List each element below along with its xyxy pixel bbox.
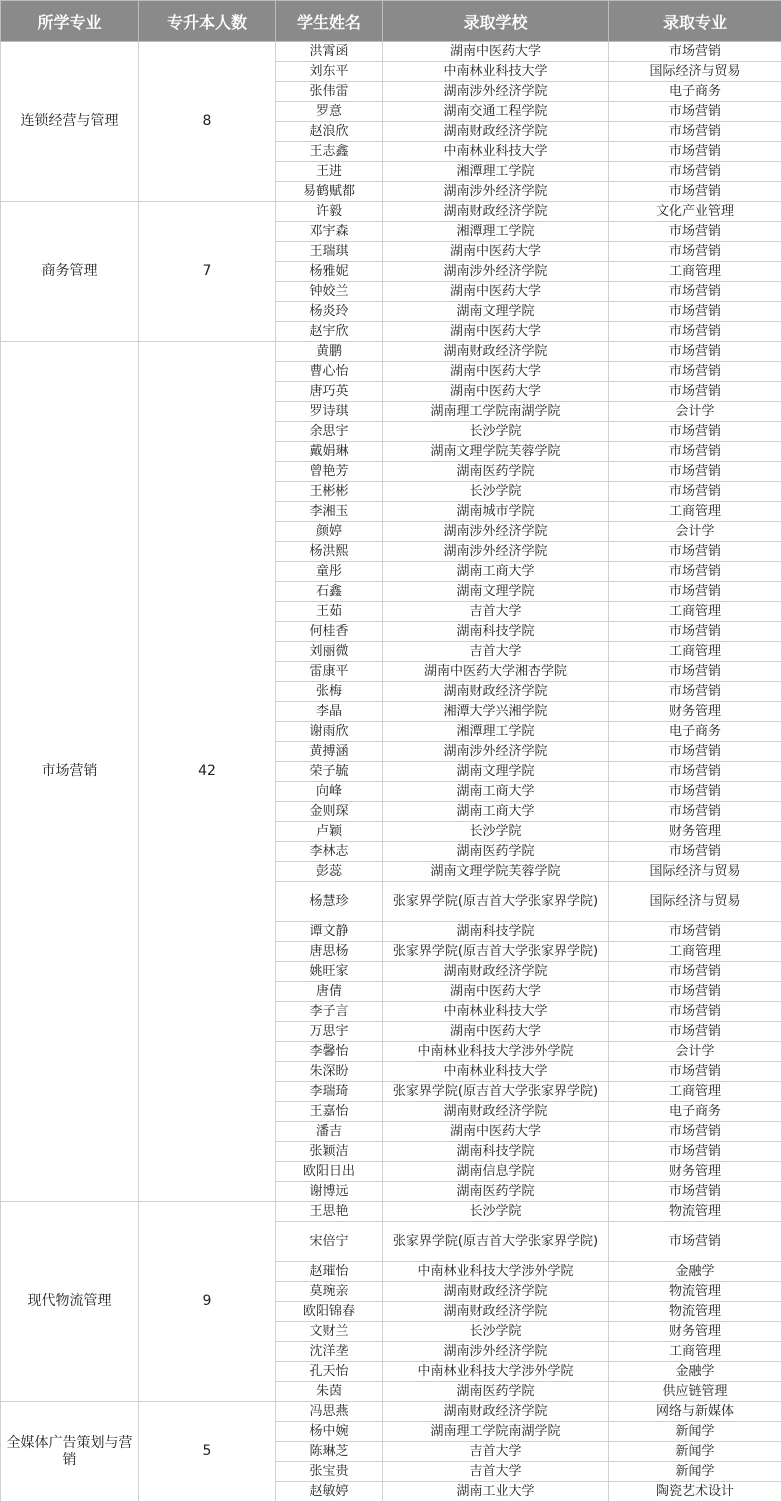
header-row xyxy=(1,1,781,42)
student-name-cell: 欧阳日出 xyxy=(276,1162,383,1182)
student-name-cell: 陈琳芝 xyxy=(276,1442,383,1462)
school-cell: 湖南中医药大学 xyxy=(383,982,609,1002)
school-cell: 湖南交通工程学院 xyxy=(383,102,609,122)
student-name-cell: 谢博远 xyxy=(276,1182,383,1202)
school-cell: 湖南中医药大学 xyxy=(383,242,609,262)
admitted-major-cell: 金融学 xyxy=(609,1262,781,1282)
school-cell: 湖南医药学院 xyxy=(383,462,609,482)
admitted-major-cell: 市场营销 xyxy=(609,802,781,822)
school-cell: 长沙学院 xyxy=(383,1322,609,1342)
school-cell: 湖南涉外经济学院 xyxy=(383,1342,609,1362)
student-name-cell: 李子言 xyxy=(276,1002,383,1022)
school-cell: 湖南中医药大学 xyxy=(383,282,609,302)
student-name-cell: 王彬彬 xyxy=(276,482,383,502)
admitted-major-cell: 网络与新媒体 xyxy=(609,1402,781,1422)
school-cell: 中南林业科技大学涉外学院 xyxy=(383,1262,609,1282)
school-cell: 中南林业科技大学 xyxy=(383,62,609,82)
admitted-major-cell: 工商管理 xyxy=(609,1342,781,1362)
admitted-major-cell: 市场营销 xyxy=(609,382,781,402)
table-row xyxy=(1,342,781,362)
admitted-major-cell: 物流管理 xyxy=(609,1202,781,1222)
school-cell: 湖南中医药大学 xyxy=(383,1022,609,1042)
admitted-major-cell: 金融学 xyxy=(609,1362,781,1382)
school-cell: 湖南工业大学 xyxy=(383,1482,609,1502)
student-name-cell: 张伟雷 xyxy=(276,82,383,102)
school-cell: 湖南中医药大学 xyxy=(383,1122,609,1142)
student-name-cell: 唐思杨 xyxy=(276,942,383,962)
school-cell: 湖南工商大学 xyxy=(383,562,609,582)
table-row xyxy=(1,1402,781,1422)
header-student-name: 学生姓名 xyxy=(276,1,383,42)
group-major-cell: 市场营销 xyxy=(1,342,139,1202)
school-cell: 张家界学院(原吉首大学张家界学院) xyxy=(383,1222,609,1262)
student-name-cell: 谢雨欣 xyxy=(276,722,383,742)
admitted-major-cell: 市场营销 xyxy=(609,142,781,162)
student-name-cell: 彭蕊 xyxy=(276,862,383,882)
student-name-cell: 杨中婉 xyxy=(276,1422,383,1442)
student-name-cell: 杨慧珍 xyxy=(276,882,383,922)
student-name-cell: 洪霄函 xyxy=(276,42,383,62)
school-cell: 湖南科技学院 xyxy=(383,922,609,942)
admitted-major-cell: 市场营销 xyxy=(609,302,781,322)
student-name-cell: 万思宇 xyxy=(276,1022,383,1042)
student-name-cell: 赵璀怡 xyxy=(276,1262,383,1282)
school-cell: 湖南理工学院南湖学院 xyxy=(383,1422,609,1442)
student-name-cell: 张宝贵 xyxy=(276,1462,383,1482)
admitted-major-cell: 工商管理 xyxy=(609,642,781,662)
student-name-cell: 余思宇 xyxy=(276,422,383,442)
table-row xyxy=(1,1202,781,1222)
admitted-major-cell: 市场营销 xyxy=(609,1182,781,1202)
admitted-major-cell: 国际经济与贸易 xyxy=(609,882,781,922)
header-major: 所学专业 xyxy=(1,1,139,42)
admitted-major-cell: 市场营销 xyxy=(609,122,781,142)
school-cell: 湖南涉外经济学院 xyxy=(383,542,609,562)
school-cell: 湖南工商大学 xyxy=(383,802,609,822)
admitted-major-cell: 财务管理 xyxy=(609,702,781,722)
student-name-cell: 李晶 xyxy=(276,702,383,722)
admitted-major-cell: 市场营销 xyxy=(609,422,781,442)
admitted-major-cell: 市场营销 xyxy=(609,182,781,202)
school-cell: 湖南文理学院 xyxy=(383,582,609,602)
student-name-cell: 张梅 xyxy=(276,682,383,702)
school-cell: 湖南涉外经济学院 xyxy=(383,742,609,762)
table-body xyxy=(1,42,781,1502)
admitted-major-cell: 会计学 xyxy=(609,402,781,422)
school-cell: 吉首大学 xyxy=(383,602,609,622)
admitted-major-cell: 市场营销 xyxy=(609,282,781,302)
student-name-cell: 莫琬亲 xyxy=(276,1282,383,1302)
admitted-major-cell: 财务管理 xyxy=(609,1322,781,1342)
student-name-cell: 姚旺家 xyxy=(276,962,383,982)
school-cell: 湖南财政经济学院 xyxy=(383,342,609,362)
school-cell: 湘潭理工学院 xyxy=(383,162,609,182)
admitted-major-cell: 会计学 xyxy=(609,522,781,542)
student-name-cell: 谭文静 xyxy=(276,922,383,942)
admitted-major-cell: 工商管理 xyxy=(609,602,781,622)
admitted-major-cell: 新闻学 xyxy=(609,1422,781,1442)
admitted-major-cell: 市场营销 xyxy=(609,1062,781,1082)
school-cell: 中南林业科技大学涉外学院 xyxy=(383,1362,609,1382)
student-name-cell: 王志鑫 xyxy=(276,142,383,162)
admitted-major-cell: 财务管理 xyxy=(609,822,781,842)
student-name-cell: 宋倍宁 xyxy=(276,1222,383,1262)
admitted-major-cell: 市场营销 xyxy=(609,542,781,562)
admitted-major-cell: 市场营销 xyxy=(609,1122,781,1142)
admitted-major-cell: 市场营销 xyxy=(609,242,781,262)
school-cell: 吉首大学 xyxy=(383,642,609,662)
school-cell: 湖南中医药大学 xyxy=(383,322,609,342)
school-cell: 湖南涉外经济学院 xyxy=(383,522,609,542)
student-name-cell: 李林志 xyxy=(276,842,383,862)
header-admitted-major: 录取专业 xyxy=(609,1,781,42)
admitted-major-cell: 物流管理 xyxy=(609,1302,781,1322)
admitted-major-cell: 市场营销 xyxy=(609,1022,781,1042)
group-major-cell: 全媒体广告策划与营销 xyxy=(1,1402,139,1502)
admitted-major-cell: 市场营销 xyxy=(609,162,781,182)
school-cell: 湘潭理工学院 xyxy=(383,222,609,242)
admitted-major-cell: 市场营销 xyxy=(609,582,781,602)
admitted-major-cell: 市场营销 xyxy=(609,42,781,62)
student-name-cell: 冯思燕 xyxy=(276,1402,383,1422)
student-name-cell: 黄鹏 xyxy=(276,342,383,362)
student-name-cell: 王嘉怡 xyxy=(276,1102,383,1122)
student-name-cell: 邓宇森 xyxy=(276,222,383,242)
school-cell: 湖南财政经济学院 xyxy=(383,682,609,702)
admitted-major-cell: 工商管理 xyxy=(609,262,781,282)
school-cell: 湖南财政经济学院 xyxy=(383,1302,609,1322)
admitted-major-cell: 工商管理 xyxy=(609,942,781,962)
school-cell: 中南林业科技大学 xyxy=(383,142,609,162)
student-name-cell: 唐巧英 xyxy=(276,382,383,402)
group-major-cell: 连锁经营与管理 xyxy=(1,42,139,202)
school-cell: 湖南科技学院 xyxy=(383,622,609,642)
school-cell: 湖南中医药大学 xyxy=(383,362,609,382)
student-name-cell: 何桂香 xyxy=(276,622,383,642)
admitted-major-cell: 市场营销 xyxy=(609,1222,781,1262)
admitted-major-cell: 电子商务 xyxy=(609,1102,781,1122)
school-cell: 长沙学院 xyxy=(383,822,609,842)
admitted-major-cell: 市场营销 xyxy=(609,622,781,642)
school-cell: 张家界学院(原吉首大学张家界学院) xyxy=(383,882,609,922)
school-cell: 湖南涉外经济学院 xyxy=(383,82,609,102)
student-name-cell: 荣子毓 xyxy=(276,762,383,782)
school-cell: 湖南财政经济学院 xyxy=(383,122,609,142)
admitted-major-cell: 市场营销 xyxy=(609,222,781,242)
student-name-cell: 童彤 xyxy=(276,562,383,582)
school-cell: 长沙学院 xyxy=(383,1202,609,1222)
student-name-cell: 朱茵 xyxy=(276,1382,383,1402)
admitted-major-cell: 市场营销 xyxy=(609,342,781,362)
school-cell: 湖南科技学院 xyxy=(383,1142,609,1162)
admitted-major-cell: 市场营销 xyxy=(609,962,781,982)
admitted-major-cell: 市场营销 xyxy=(609,782,781,802)
admitted-major-cell: 供应链管理 xyxy=(609,1382,781,1402)
student-name-cell: 王进 xyxy=(276,162,383,182)
school-cell: 湖南涉外经济学院 xyxy=(383,262,609,282)
admitted-major-cell: 工商管理 xyxy=(609,1082,781,1102)
admitted-major-cell: 文化产业管理 xyxy=(609,202,781,222)
student-name-cell: 李馨怡 xyxy=(276,1042,383,1062)
student-name-cell: 易鹤赋都 xyxy=(276,182,383,202)
admitted-major-cell: 市场营销 xyxy=(609,482,781,502)
school-cell: 湖南城市学院 xyxy=(383,502,609,522)
admitted-major-cell: 国际经济与贸易 xyxy=(609,862,781,882)
student-name-cell: 罗意 xyxy=(276,102,383,122)
student-name-cell: 金则琛 xyxy=(276,802,383,822)
school-cell: 长沙学院 xyxy=(383,482,609,502)
table-row xyxy=(1,202,781,222)
student-name-cell: 曾艳芳 xyxy=(276,462,383,482)
student-name-cell: 曹心怡 xyxy=(276,362,383,382)
school-cell: 湖南工商大学 xyxy=(383,782,609,802)
student-name-cell: 杨炎玲 xyxy=(276,302,383,322)
admitted-major-cell: 电子商务 xyxy=(609,722,781,742)
admitted-major-cell: 新闻学 xyxy=(609,1442,781,1462)
student-name-cell: 李湘玉 xyxy=(276,502,383,522)
school-cell: 湖南财政经济学院 xyxy=(383,1102,609,1122)
student-name-cell: 李瑞琦 xyxy=(276,1082,383,1102)
school-cell: 湘潭理工学院 xyxy=(383,722,609,742)
student-name-cell: 石鑫 xyxy=(276,582,383,602)
student-name-cell: 张颖洁 xyxy=(276,1142,383,1162)
admitted-major-cell: 市场营销 xyxy=(609,682,781,702)
school-cell: 吉首大学 xyxy=(383,1462,609,1482)
header-count: 专升本人数 xyxy=(139,1,276,42)
school-cell: 中南林业科技大学 xyxy=(383,1062,609,1082)
student-name-cell: 王思艳 xyxy=(276,1202,383,1222)
school-cell: 张家界学院(原吉首大学张家界学院) xyxy=(383,942,609,962)
group-count-cell: 8 xyxy=(139,42,276,202)
group-count-cell: 42 xyxy=(139,342,276,1202)
school-cell: 湖南医药学院 xyxy=(383,1382,609,1402)
school-cell: 湖南涉外经济学院 xyxy=(383,182,609,202)
admitted-major-cell: 市场营销 xyxy=(609,562,781,582)
school-cell: 长沙学院 xyxy=(383,422,609,442)
school-cell: 湖南中医药大学 xyxy=(383,382,609,402)
admitted-major-cell: 市场营销 xyxy=(609,762,781,782)
student-name-cell: 许毅 xyxy=(276,202,383,222)
student-name-cell: 唐倩 xyxy=(276,982,383,1002)
school-cell: 湖南财政经济学院 xyxy=(383,202,609,222)
student-name-cell: 文财兰 xyxy=(276,1322,383,1342)
student-name-cell: 卢颖 xyxy=(276,822,383,842)
school-cell: 湖南中医药大学 xyxy=(383,42,609,62)
group-count-cell: 5 xyxy=(139,1402,276,1502)
student-name-cell: 赵浪欣 xyxy=(276,122,383,142)
school-cell: 张家界学院(原吉首大学张家界学院) xyxy=(383,1082,609,1102)
student-name-cell: 孔天怡 xyxy=(276,1362,383,1382)
admitted-major-cell: 财务管理 xyxy=(609,1162,781,1182)
group-major-cell: 现代物流管理 xyxy=(1,1202,139,1402)
student-name-cell: 杨雅妮 xyxy=(276,262,383,282)
school-cell: 湖南财政经济学院 xyxy=(383,962,609,982)
admitted-major-cell: 国际经济与贸易 xyxy=(609,62,781,82)
student-name-cell: 朱深盼 xyxy=(276,1062,383,1082)
admitted-major-cell: 市场营销 xyxy=(609,442,781,462)
admitted-major-cell: 陶瓷艺术设计 xyxy=(609,1482,781,1502)
school-cell: 中南林业科技大学涉外学院 xyxy=(383,1042,609,1062)
school-cell: 湖南理工学院南湖学院 xyxy=(383,402,609,422)
student-name-cell: 王瑞琪 xyxy=(276,242,383,262)
student-name-cell: 罗诗琪 xyxy=(276,402,383,422)
school-cell: 湖南医药学院 xyxy=(383,1182,609,1202)
admitted-major-cell: 市场营销 xyxy=(609,462,781,482)
group-count-cell: 7 xyxy=(139,202,276,342)
school-cell: 湖南中医药大学湘杏学院 xyxy=(383,662,609,682)
admitted-major-cell: 新闻学 xyxy=(609,1462,781,1482)
admitted-major-cell: 市场营销 xyxy=(609,102,781,122)
admitted-major-cell: 市场营销 xyxy=(609,982,781,1002)
admitted-major-cell: 市场营销 xyxy=(609,362,781,382)
school-cell: 湖南信息学院 xyxy=(383,1162,609,1182)
school-cell: 湖南文理学院 xyxy=(383,302,609,322)
student-name-cell: 钟姣兰 xyxy=(276,282,383,302)
student-name-cell: 戴娟琳 xyxy=(276,442,383,462)
school-cell: 中南林业科技大学 xyxy=(383,1002,609,1022)
admitted-major-cell: 市场营销 xyxy=(609,922,781,942)
header-school: 录取学校 xyxy=(383,1,609,42)
school-cell: 湖南文理学院 xyxy=(383,762,609,782)
student-name-cell: 赵宇欣 xyxy=(276,322,383,342)
admitted-major-cell: 工商管理 xyxy=(609,502,781,522)
student-name-cell: 沈洋垄 xyxy=(276,1342,383,1362)
school-cell: 湖南财政经济学院 xyxy=(383,1282,609,1302)
school-cell: 湖南文理学院芙蓉学院 xyxy=(383,442,609,462)
admitted-major-cell: 会计学 xyxy=(609,1042,781,1062)
student-name-cell: 颜婷 xyxy=(276,522,383,542)
student-name-cell: 刘东平 xyxy=(276,62,383,82)
student-name-cell: 王茹 xyxy=(276,602,383,622)
admitted-major-cell: 物流管理 xyxy=(609,1282,781,1302)
student-name-cell: 杨洪熙 xyxy=(276,542,383,562)
admitted-major-cell: 电子商务 xyxy=(609,82,781,102)
table-row xyxy=(1,42,781,62)
student-name-cell: 赵敏婷 xyxy=(276,1482,383,1502)
student-name-cell: 向峰 xyxy=(276,782,383,802)
admitted-major-cell: 市场营销 xyxy=(609,1002,781,1022)
group-count-cell: 9 xyxy=(139,1202,276,1402)
group-major-cell: 商务管理 xyxy=(1,202,139,342)
admitted-major-cell: 市场营销 xyxy=(609,742,781,762)
school-cell: 湖南文理学院芙蓉学院 xyxy=(383,862,609,882)
student-name-cell: 雷康平 xyxy=(276,662,383,682)
admitted-major-cell: 市场营销 xyxy=(609,662,781,682)
admitted-major-cell: 市场营销 xyxy=(609,1142,781,1162)
school-cell: 湖南医药学院 xyxy=(383,842,609,862)
student-name-cell: 欧阳锦春 xyxy=(276,1302,383,1322)
school-cell: 吉首大学 xyxy=(383,1442,609,1462)
student-name-cell: 潘吉 xyxy=(276,1122,383,1142)
student-name-cell: 黄搏涵 xyxy=(276,742,383,762)
admitted-major-cell: 市场营销 xyxy=(609,842,781,862)
school-cell: 湖南财政经济学院 xyxy=(383,1402,609,1422)
student-name-cell: 刘丽微 xyxy=(276,642,383,662)
admitted-major-cell: 市场营销 xyxy=(609,322,781,342)
school-cell: 湘潭大学兴湘学院 xyxy=(383,702,609,722)
